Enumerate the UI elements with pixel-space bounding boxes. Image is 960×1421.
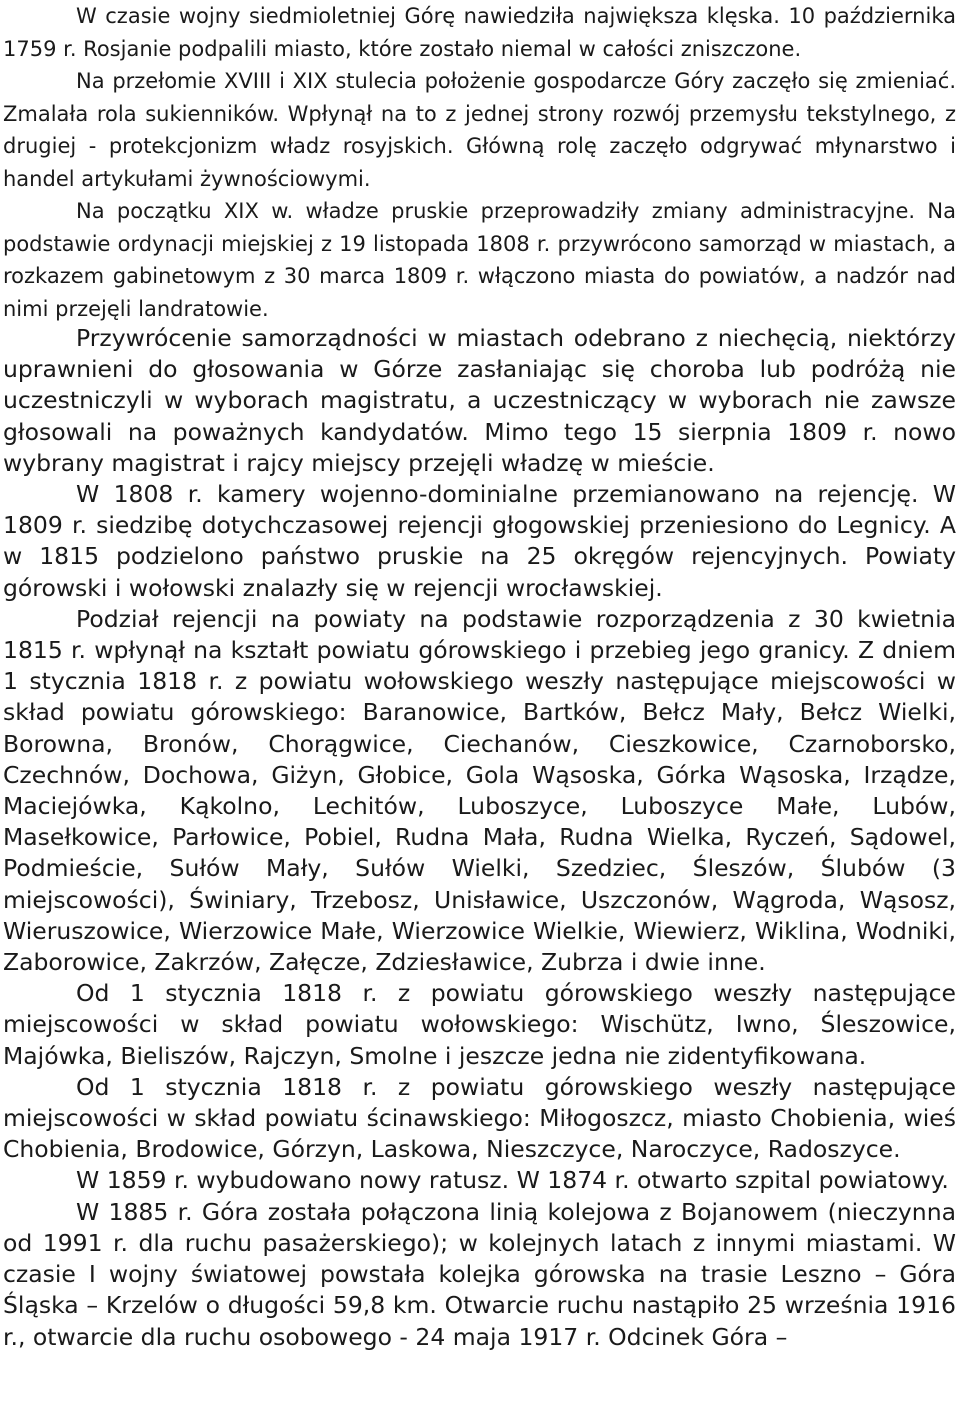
paragraph-county-division: Podział rejencji na powiaty na podstawie rozporządzenia z 30 kwietnia 1815 r. wpłynął na kształt powiatu górowskiego i przebieg jego granicy. Z dniem 1 stycznia 1818 r. z powiatu wołowskiego weszły następujące miejscowości w skład powiatu górowskiego: Baranowice, Bartków, Bełcz Mały, Bełcz Wielki, Borowna, Bronów, Chorągwice, Ciechanów, Cieszkowice, Czarnoborsko, Czechnów, Dochowa, Giżyn, Głobice, Gola Wąsoska, Górka Wąsoska, Irządze, Maciejówka, Kąkolno, Lechitów, Luboszyce, Luboszyce Małe, Lubów, Masełkowice, Parłowice, Pobiel, Rudna Mała, Rudna Wielka, Ryczeń, Sądowel, Podmieście, Sułów Mały, Sułów Wielki, Szedziec, Śleszów, Ślubów (3 miejscowości), Świniary, Trzebosz, Unisławice, Uszczonów, Wągroda, Wąsosz, Wieruszowice, Wierzowice Małe, Wierzowice Wielkie, Wiewierz, Wiklina, Wodniki, Zaborowice, Zakrzów, Załęcze, Zdziesławice, Zubrza i dwie inne.	[3, 604, 956, 977]
paragraph-scinawa-transfer: Od 1 stycznia 1818 r. z powiatu górowskiego weszły następujące miejscowości w skład powiatu ścinawskiego: Miłogoszcz, miasto Chobienia, wieś Chobienia, Brodowice, Górzyn, Laskowa, Nieszczyce, Naroczyce, Radoszyce.	[3, 1072, 956, 1164]
text-block-large	[3, 323, 956, 1353]
paragraph-railway: W 1885 r. Góra została połączona linią kolejowa z Bojanowem (nieczynna od 1991 r. dla ruchu pasażerskiego); w kolejnych latach z innymi miastami. W czasie I wojny światowej powstała kolejka górowska na trasie Leszno – Góra Śląska – Krzelów o długości 59,8 km. Otwarcie ruchu nastąpiło 25 września 1916 r., otwarcie dla ruchu osobowego - 24 maja 1917 r. Odcinek Góra –	[3, 1197, 956, 1351]
paragraph-economy: Na przełomie XVIII i XIX stulecia położenie gospodarcze Góry zaczęło się zmieniać. Zmalała rola sukienników. Wpłynął na to z jednej strony rozwój przemysłu tekstylnego, z drugiej - protekcjonizm władz rosyjskich. Główną rolę zaczęło odgrywać młynarstwo i handel artykułami żywnościowymi.	[3, 69, 956, 191]
paragraph-war-damage: W czasie wojny siedmioletniej Górę nawiedziła największa klęska. 10 października 1759 r. Rosjanie podpalili miasto, które zostało niemal w całości zniszczone.	[3, 4, 956, 61]
paragraph-administration: Na początku XIX w. władze pruskie przeprowadziły zmiany administracyjne. Na podstawie ordynacji miejskiej z 19 listopada 1808 r. przywrócono samorząd w miastach, a rozkazem gabinetowym z 30 marca 1809 r. włączono miasta do powiatów, a nadzór nad nimi przejęli landratowie.	[3, 199, 956, 321]
paragraph-town-hall: W 1859 r. wybudowano nowy ratusz. W 1874 r. otwarto szpital powiatowy.	[76, 1166, 949, 1195]
paragraph-regencies: W 1808 r. kamery wojenno-dominialne przemianowano na rejencję. W 1809 r. siedzibę dotychczasowej rejencji głogowskiej przeniesiono do Legnicy. A w 1815 podzielono państwo pruskie na 25 okręgów rejencyjnych. Powiaty górowski i wołowski znalazły się w rejencji wrocławskiej.	[3, 480, 956, 602]
paragraph-wolow-transfer: Od 1 stycznia 1818 r. z powiatu górowskiego weszły następujące miejscowości w skład powiatu wołowskiego: Wischütz, Iwno, Śleszowice, Majówka, Bieliszów, Rajczyn, Smolne i jeszcze jedna nie zidentyfikowana.	[3, 979, 956, 1070]
paragraph-self-government: Przywrócenie samorządności w miastach odebrano z niechęcią, niektórzy uprawnieni do głosowania w Górze zasłaniając się choroba lub podróżą nie uczestniczyli w wyborach magistratu, a uczestniczący w wyborach nie zawsze głosowali na poważnych kandydatów. Mimo tego 15 sierpnia 1809 r. nowo wybrany magistrat i rajcy miejscy przejęli władzę w mieście.	[3, 324, 956, 477]
text-block-small	[3, 0, 956, 325]
